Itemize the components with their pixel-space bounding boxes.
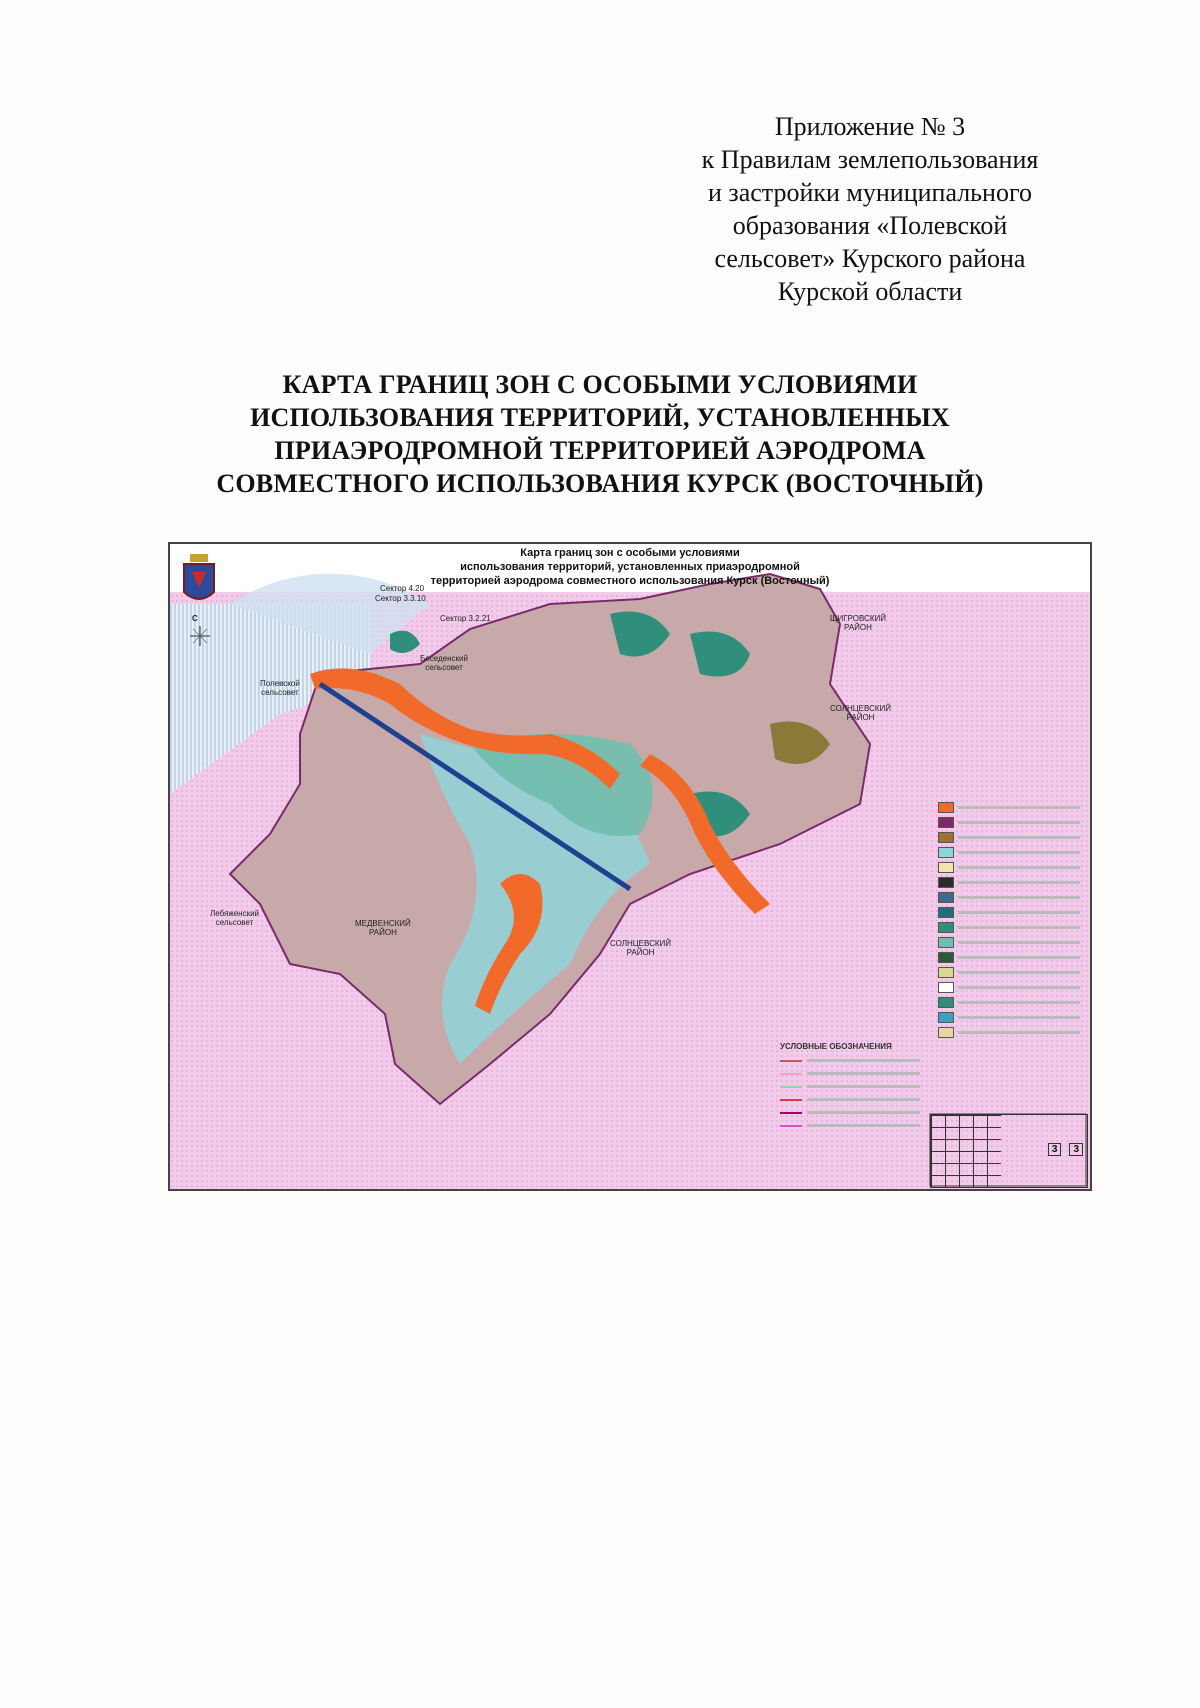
title-line: КАРТА ГРАНИЦ ЗОН С ОСОБЫМИ УСЛОВИЯМИ	[282, 370, 918, 399]
legend-swatch	[938, 877, 954, 888]
legend-line-symbol	[780, 1073, 802, 1075]
legend-swatch	[938, 922, 954, 933]
legend-text-placeholder	[958, 941, 1080, 944]
legend-text-placeholder	[958, 836, 1080, 839]
map-header-line: территорией аэродрома совместного использования Курск (Восточный)	[430, 575, 830, 587]
sheet-total: 3	[1069, 1143, 1083, 1156]
legend-row	[938, 845, 1088, 860]
stamp-grid	[931, 1115, 1001, 1187]
legend-text-placeholder	[958, 971, 1080, 974]
legend-text-placeholder	[958, 986, 1080, 989]
legend-row	[938, 935, 1088, 950]
zone-map	[168, 542, 1092, 1191]
legend-line-symbol	[780, 1125, 802, 1127]
legend-text-placeholder	[958, 956, 1080, 959]
legend-row	[938, 815, 1088, 830]
legend-row	[780, 1067, 920, 1080]
appendix-line: к Правилам землепользования	[701, 145, 1039, 174]
legend-swatch	[938, 967, 954, 978]
region-label-shchigry: ЩИГРОВСКИЙ РАЙОН	[830, 614, 886, 632]
drawing-stamp	[930, 1114, 1088, 1188]
legend-row	[938, 875, 1088, 890]
legend-row	[938, 890, 1088, 905]
legend-swatch	[938, 802, 954, 813]
legend-text-placeholder	[807, 1085, 920, 1088]
appendix-line: образования «Полевской	[732, 211, 1008, 240]
appendix-line: и застройки муниципального	[708, 178, 1032, 207]
legend-line-symbol	[780, 1112, 802, 1114]
sector-label: Сектор 3.3.10	[375, 594, 426, 603]
title-line: ИСПОЛЬЗОВАНИЯ ТЕРРИТОРИЙ, УСТАНОВЛЕННЫХ	[250, 403, 950, 432]
legend-text-placeholder	[958, 866, 1080, 869]
legend-swatch	[938, 862, 954, 873]
coat-of-arms-icon	[184, 554, 214, 599]
legend-row	[938, 965, 1088, 980]
legend-text-placeholder	[807, 1111, 920, 1114]
title-line: СОВМЕСТНОГО ИСПОЛЬЗОВАНИЯ КУРСК (ВОСТОЧНЫЙ)	[216, 469, 984, 498]
legend-text-placeholder	[807, 1124, 920, 1127]
legend-text-placeholder	[807, 1098, 920, 1101]
legend-swatch	[938, 847, 954, 858]
map-header-line: Карта границ зон с особыми условиями	[520, 547, 740, 559]
appendix-line: Курской области	[777, 277, 963, 306]
document-title	[150, 368, 1050, 500]
appendix-line: сельсовет» Курского района	[714, 244, 1026, 273]
title-line: ПРИАЭРОДРОМНОЙ ТЕРРИТОРИЕЙ АЭРОДРОМА	[274, 436, 926, 465]
legend-row	[938, 920, 1088, 935]
legend-swatch	[938, 982, 954, 993]
region-label-medvenka: МЕДВЕНСКИЙ РАЙОН	[355, 919, 411, 937]
legend-text-placeholder	[958, 806, 1080, 809]
region-label-solntsevo: СОЛНЦЕВСКИЙ РАЙОН	[830, 704, 892, 722]
legend-text-placeholder	[807, 1059, 920, 1062]
legend-title: УСЛОВНЫЕ ОБОЗНАЧЕНИЯ	[780, 1042, 892, 1051]
legend-swatch	[938, 997, 954, 1008]
region-label-solntsevo-2: СОЛНЦЕВСКИЙ РАЙОН	[610, 939, 672, 957]
legend-swatch	[938, 907, 954, 918]
legend-row	[780, 1106, 920, 1119]
legend-text-placeholder	[958, 851, 1080, 854]
legend-row	[938, 830, 1088, 845]
compass-rose-icon	[190, 626, 210, 646]
legend-row	[938, 905, 1088, 920]
map-header-line: использования территорий, установленных приаэродромной	[460, 561, 800, 573]
legend-row	[938, 800, 1088, 815]
legend-text-placeholder	[958, 1016, 1080, 1019]
legend-swatch	[938, 892, 954, 903]
legend-text-placeholder	[807, 1072, 920, 1075]
region-label-polevoy: Полевской сельсовет	[260, 679, 300, 697]
legend-zones	[938, 800, 1088, 1040]
legend-text-placeholder	[958, 896, 1080, 899]
compass-label: С	[192, 614, 198, 623]
legend-text-placeholder	[958, 1031, 1080, 1034]
legend-text-placeholder	[958, 881, 1080, 884]
legend-row	[780, 1119, 920, 1132]
appendix-line: Приложение № 3	[774, 112, 966, 141]
legend-row	[938, 860, 1088, 875]
legend-line-symbol	[780, 1086, 802, 1088]
legend-text-placeholder	[958, 911, 1080, 914]
legend-text-placeholder	[958, 926, 1080, 929]
legend-row	[938, 950, 1088, 965]
legend-swatch	[938, 952, 954, 963]
legend-row	[938, 995, 1088, 1010]
region-label-besedino: Беседенский сельсовет	[420, 654, 468, 672]
sector-label: Сектор 4.20	[380, 584, 425, 593]
legend-text-placeholder	[958, 1001, 1080, 1004]
sector-label: Сектор 3.2.21	[440, 614, 491, 623]
legend-swatch	[938, 817, 954, 828]
legend-swatch	[938, 832, 954, 843]
sheet-current: 3	[1048, 1143, 1062, 1156]
legend-symbols	[780, 1042, 920, 1132]
appendix-note	[640, 110, 1100, 308]
legend-swatch	[938, 1027, 954, 1038]
legend-line-symbol	[780, 1099, 802, 1101]
legend-row	[780, 1093, 920, 1106]
legend-text-placeholder	[958, 821, 1080, 824]
sheet-number	[1048, 1143, 1083, 1156]
map-header	[370, 546, 890, 588]
legend-line-symbol	[780, 1060, 802, 1062]
legend-row	[780, 1080, 920, 1093]
legend-row	[938, 980, 1088, 995]
region-label-lebyazhye: Лебяженский сельсовет	[210, 909, 260, 927]
legend-swatch	[938, 937, 954, 948]
legend-swatch	[938, 1012, 954, 1023]
legend-row	[938, 1010, 1088, 1025]
legend-row	[780, 1054, 920, 1067]
legend-row	[938, 1025, 1088, 1040]
